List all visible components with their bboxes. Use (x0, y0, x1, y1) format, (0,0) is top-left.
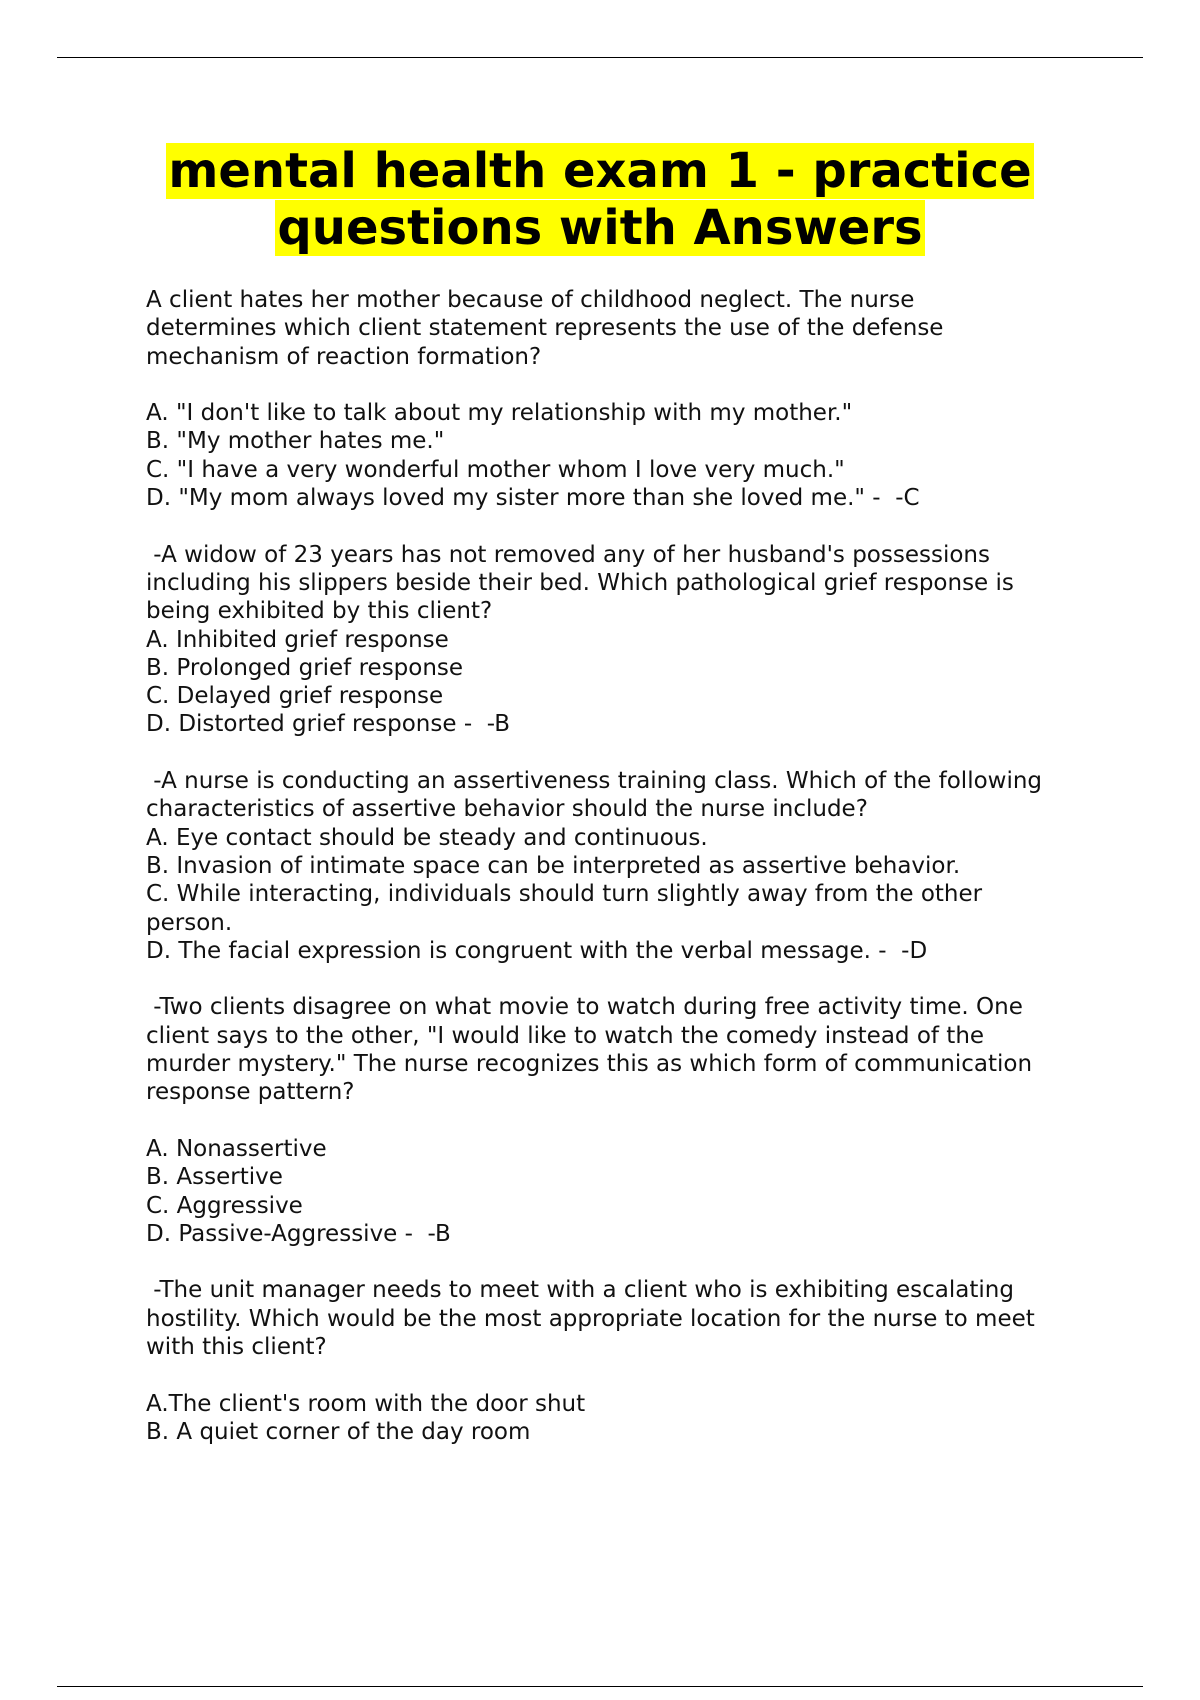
question-1-stem-line: A client hates her mother because of childhood neglect. The nurse (146, 287, 915, 313)
question-1-option-c: C. "I have a very wonderful mother whom I love very much." (146, 456, 845, 483)
question-3-option-a: A. Eye contact should be steady and continuous. (146, 824, 708, 851)
question-1-option-d-answer: D. "My mom always loved my sister more than she loved me." - -C (146, 485, 920, 512)
page-title (0, 143, 1200, 257)
spacer (146, 1248, 1096, 1276)
spacer (146, 1107, 1096, 1135)
question-5-stem-line: hostility. Which would be the most appropriate location for the nurse to meet (146, 1305, 1035, 1332)
questions-body (146, 286, 1096, 1446)
question-2 (146, 541, 1096, 767)
question-4-option-a: A. Nonassertive (146, 1135, 327, 1162)
question-5-option-a: A.The client's room with the door shut (146, 1390, 586, 1417)
top-rule (57, 57, 1143, 58)
question-5 (146, 1276, 1096, 1446)
question-2-option-c: C. Delayed grief response (146, 683, 444, 710)
question-3-option-c: C. While interacting, individuals should turn slightly away from the other (146, 881, 983, 908)
question-1-stem-line: determines which client statement represents the use of the defense (146, 315, 944, 342)
question-3-option-c-continued: person. (146, 909, 233, 936)
question-1-option-b: B. "My mother hates me." (146, 428, 445, 455)
question-4 (146, 993, 1096, 1276)
title-line-1: mental health exam 1 - practice (168, 143, 1032, 199)
bottom-rule (57, 1686, 1143, 1687)
question-2-option-b: B. Prolonged grief response (146, 654, 464, 681)
question-5-option-b: B. A quiet corner of the day room (146, 1418, 531, 1445)
question-4-option-d-answer: D. Passive-Aggressive - -B (146, 1220, 451, 1247)
question-1-option-a: A. "I don't like to talk about my relationship with my mother." (146, 400, 853, 427)
question-3-stem-line: characteristics of assertive behavior should the nurse include? (146, 796, 868, 823)
question-3-stem-line: -A nurse is conducting an assertiveness training class. Which of the following (146, 768, 1043, 795)
question-3-option-b: B. Invasion of intimate space can be interpreted as assertive behavior. (146, 852, 961, 879)
question-2-option-d-answer: D. Distorted grief response - -B (146, 711, 511, 738)
question-4-stem-line: response pattern? (146, 1079, 355, 1106)
question-5-stem-line: -The unit manager needs to meet with a client who is exhibiting escalating (146, 1277, 1014, 1304)
question-2-stem-line: including his slippers beside their bed. Which pathological grief response is (146, 569, 1014, 596)
question-2-stem-line: being exhibited by this client? (146, 598, 493, 625)
spacer (146, 965, 1096, 993)
question-3-option-d-answer: D. The facial expression is congruent with the verbal message. - -D (146, 937, 928, 964)
question-4-stem-line: murder mystery." The nurse recognizes this as which form of communication (146, 1051, 1033, 1078)
question-2-stem-line: -A widow of 23 years has not removed any of her husband's possessions (146, 541, 990, 568)
question-1-stem-line: mechanism of reaction formation? (146, 343, 542, 370)
question-2-option-a: A. Inhibited grief response (146, 626, 449, 653)
question-5-stem-line: with this client? (146, 1333, 327, 1360)
question-4-stem-line: -Two clients disagree on what movie to watch during free activity time. One (146, 994, 1023, 1021)
spacer (146, 512, 1096, 540)
question-3 (146, 767, 1096, 993)
question-4-option-b: B. Assertive (146, 1164, 283, 1191)
question-4-stem-line: client says to the other, "I would like to watch the comedy instead of the (146, 1022, 985, 1049)
spacer (146, 1361, 1096, 1389)
spacer (146, 739, 1096, 767)
question-1 (146, 286, 1096, 541)
title-line-2: questions with Answers (277, 200, 923, 256)
spacer (146, 371, 1096, 399)
question-4-option-c: C. Aggressive (146, 1192, 303, 1219)
